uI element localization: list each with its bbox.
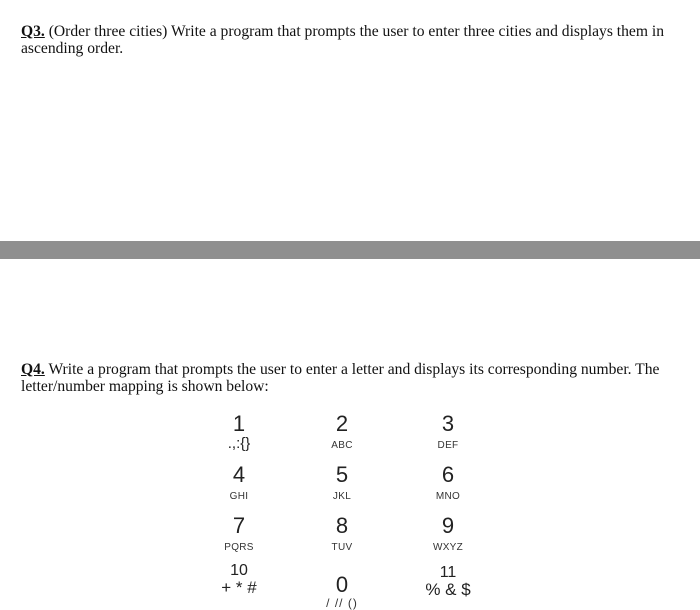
key-10-digit: 10 [230, 562, 248, 579]
key-7-letters: PQRS [224, 542, 254, 553]
key-6 [403, 463, 493, 503]
key-1-digit: 1 [232, 411, 246, 436]
key-2 [297, 412, 387, 452]
key-4-digit: 4 [232, 462, 246, 487]
key-8 [297, 514, 387, 554]
key-3 [403, 412, 493, 452]
key-5-digit: 5 [335, 462, 349, 487]
key-9-digit: 9 [441, 513, 455, 538]
key-4 [194, 463, 284, 503]
key-9 [403, 514, 493, 554]
key-8-letters: TUV [331, 542, 353, 553]
key-11-symbols: % & $ [425, 580, 471, 599]
key-0 [297, 573, 387, 609]
key-5 [297, 463, 387, 503]
key-10-symbols: + * # [221, 578, 257, 597]
key-5-letters: JKL [332, 491, 352, 502]
key-4-letters: GHI [229, 491, 249, 502]
key-10 [194, 563, 284, 597]
key-11-digit: 11 [439, 564, 457, 581]
key-6-letters: MNO [435, 491, 461, 502]
question-4-number: Q4. [21, 361, 45, 378]
key-7-digit: 7 [232, 513, 246, 538]
key-11 [403, 565, 493, 599]
key-2-letters: ABC [331, 440, 353, 451]
key-8-digit: 8 [335, 513, 349, 538]
question-3-text: (Order three cities) Write a program that prompts the user to enter three cities and displays them in ascending order. [21, 23, 664, 57]
key-1 [194, 412, 284, 452]
key-1-letters: .,:{} [227, 435, 251, 452]
question-4-text: Write a program that prompts the user to enter a letter and displays its corresponding number. The letter/number mapping is shown below: [21, 361, 660, 395]
key-3-letters: DEF [437, 440, 459, 451]
key-2-digit: 2 [335, 411, 349, 436]
key-7 [194, 514, 284, 554]
key-0-symbols: / // () [326, 596, 358, 610]
key-9-letters: WXYZ [432, 542, 464, 553]
key-0-digit: 0 [335, 572, 349, 597]
key-6-digit: 6 [441, 462, 455, 487]
question-3-number: Q3. [21, 23, 45, 40]
key-3-digit: 3 [441, 411, 455, 436]
